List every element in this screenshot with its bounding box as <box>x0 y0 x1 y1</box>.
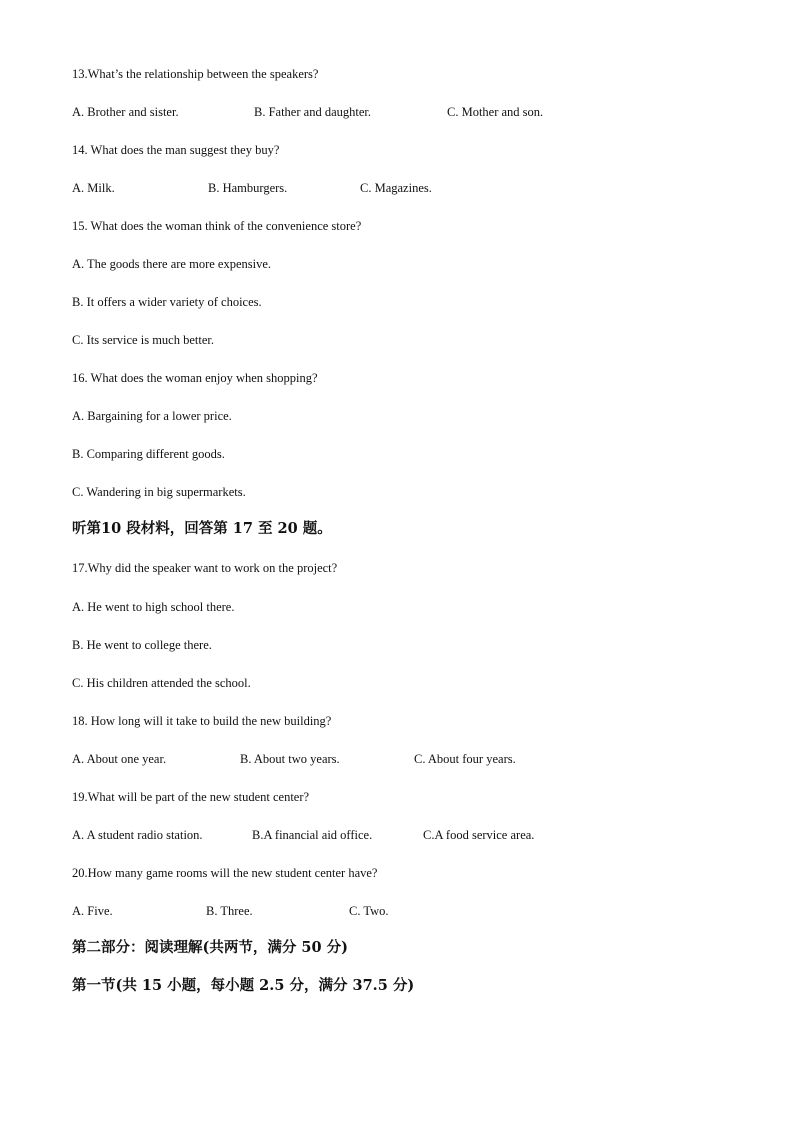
option-a: A. Five. <box>72 904 113 918</box>
option-b: B. About two years. <box>240 752 340 766</box>
question-16-option-b: B. Comparing different goods. <box>72 447 225 461</box>
option-a: A. About one year. <box>72 752 167 766</box>
option-b: B.A financial aid office. <box>252 828 373 842</box>
question-18: 18. How long will it take to build the new building? <box>72 714 332 728</box>
question-19: 19.What will be part of the new student center? <box>72 790 310 804</box>
question-17: 17.Why did the speaker want to work on the project? <box>72 561 338 575</box>
question-15-option-b: B. It offers a wider variety of choices. <box>72 295 262 309</box>
question-15-option-a: A. The goods there are more expensive. <box>72 257 272 271</box>
section-10-heading: 听第10 段材料，回答第 17 至 20 题。 <box>72 520 332 537</box>
option-b: B. Three. <box>206 904 253 918</box>
part-2-heading: 第二部分：阅读理解(共两节，满分 50 分) <box>72 939 348 956</box>
option-b: B. Father and daughter. <box>254 105 371 119</box>
question-16: 16. What does the woman enjoy when shopping? <box>72 371 318 385</box>
option-a: A. A student radio station. <box>72 828 203 842</box>
option-a: A. Milk. <box>72 181 115 195</box>
question-15-option-c: C. Its service is much better. <box>72 333 214 347</box>
question-20: 20.How many game rooms will the new student center have? <box>72 866 378 880</box>
option-c: C.A food service area. <box>423 828 535 842</box>
option-c: C. Magazines. <box>360 181 432 195</box>
question-14: 14. What does the man suggest they buy? <box>72 143 280 157</box>
question-17-option-b: B. He went to college there. <box>72 638 212 652</box>
question-17-option-c: C. His children attended the school. <box>72 676 251 690</box>
question-17-option-a: A. He went to high school there. <box>72 600 235 614</box>
option-c: C. About four years. <box>414 752 516 766</box>
question-16-option-a: A. Bargaining for a lower price. <box>72 409 232 423</box>
question-16-option-c: C. Wandering in big supermarkets. <box>72 485 246 499</box>
option-a: A. Brother and sister. <box>72 105 179 119</box>
option-c: C. Mother and son. <box>447 105 544 119</box>
question-13: 13.What’s the relationship between the speakers? <box>72 67 319 81</box>
question-15: 15. What does the woman think of the convenience store? <box>72 219 362 233</box>
option-c: C. Two. <box>349 904 389 918</box>
option-b: B. Hamburgers. <box>208 181 288 195</box>
section-1-heading: 第一节(共 15 小题，每小题 2.5 分，满分 37.5 分) <box>72 977 415 994</box>
